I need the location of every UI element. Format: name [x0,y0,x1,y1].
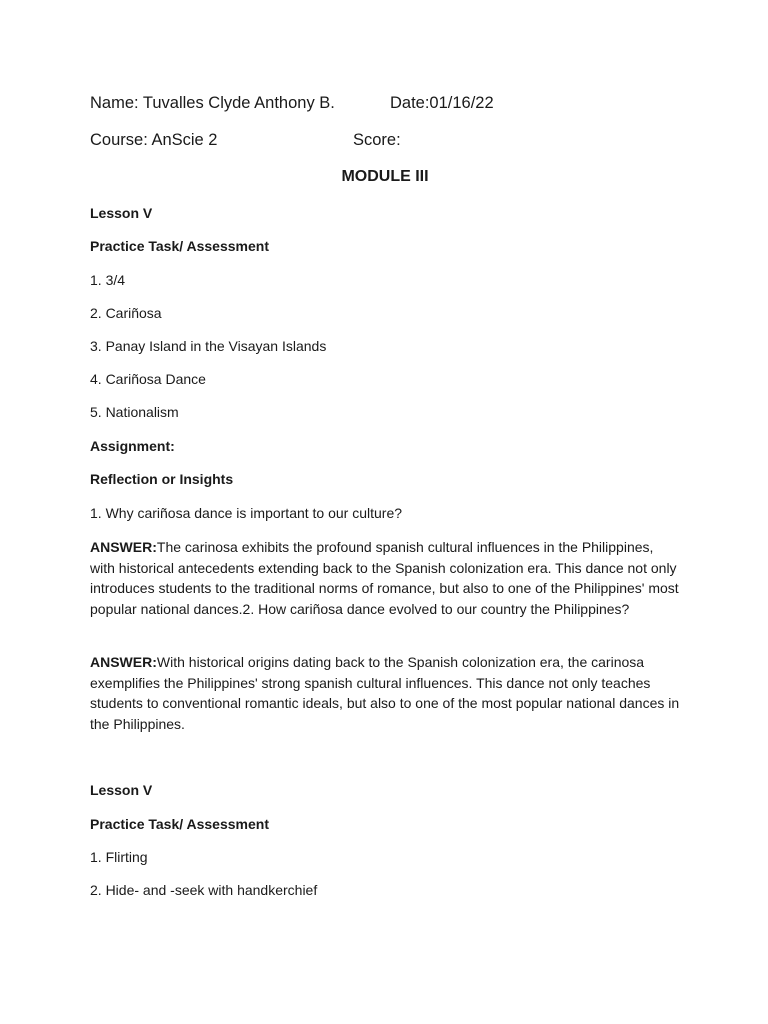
answer-text: The carinosa exhibits the profound spanish cultural influences in the Philippines, with historical antecedents extending back to the Spanish colonization era. This dance not only introduces students to the traditional norms of romance, but also to one of the Philippines' most popular national dances.2. How cariñosa dance evolved to our country the Philippines? [90,539,679,617]
lesson-heading: Lesson V [90,205,153,221]
reflection-question: 1. Why cariñosa dance is important to our culture? [90,505,403,521]
answer-item: 4. Cariñosa Dance [90,371,206,387]
answer-item: 5. Nationalism [90,404,179,420]
student-name: Name: Tuvalles Clyde Anthony B. [90,94,335,112]
assignment-heading: Assignment: [90,438,175,454]
answer-item: 1. 3/4 [90,272,126,288]
answer-item: 3. Panay Island in the Visayan Islands [90,338,327,354]
practice-task-heading: Practice Task/ Assessment [90,238,269,254]
answer-paragraph [90,652,680,734]
practice-task-heading: Practice Task/ Assessment [90,816,269,832]
answer-paragraph [90,537,680,619]
module-title: MODULE III [341,168,429,185]
answer-item: 2. Hide- and -seek with handkerchief [90,882,318,898]
submission-date: Date:01/16/22 [390,94,494,112]
answer-item: 2. Cariñosa [90,305,162,321]
answer-text: With historical origins dating back to the Spanish colonization era, the carinosa exemplifies the Philippines' strong spanish cultural influences. This dance not only teaches students to conventional romantic ideals, but also to one of the most popular national dances in the Philippines. [90,654,680,732]
answer-label: ANSWER: [90,654,157,670]
score-label: Score: [353,131,401,149]
answer-item: 1. Flirting [90,849,148,865]
course-label: Course: AnScie 2 [90,131,218,149]
reflection-heading: Reflection or Insights [90,471,234,487]
answer-label: ANSWER: [90,539,157,555]
lesson-heading: Lesson V [90,782,153,798]
